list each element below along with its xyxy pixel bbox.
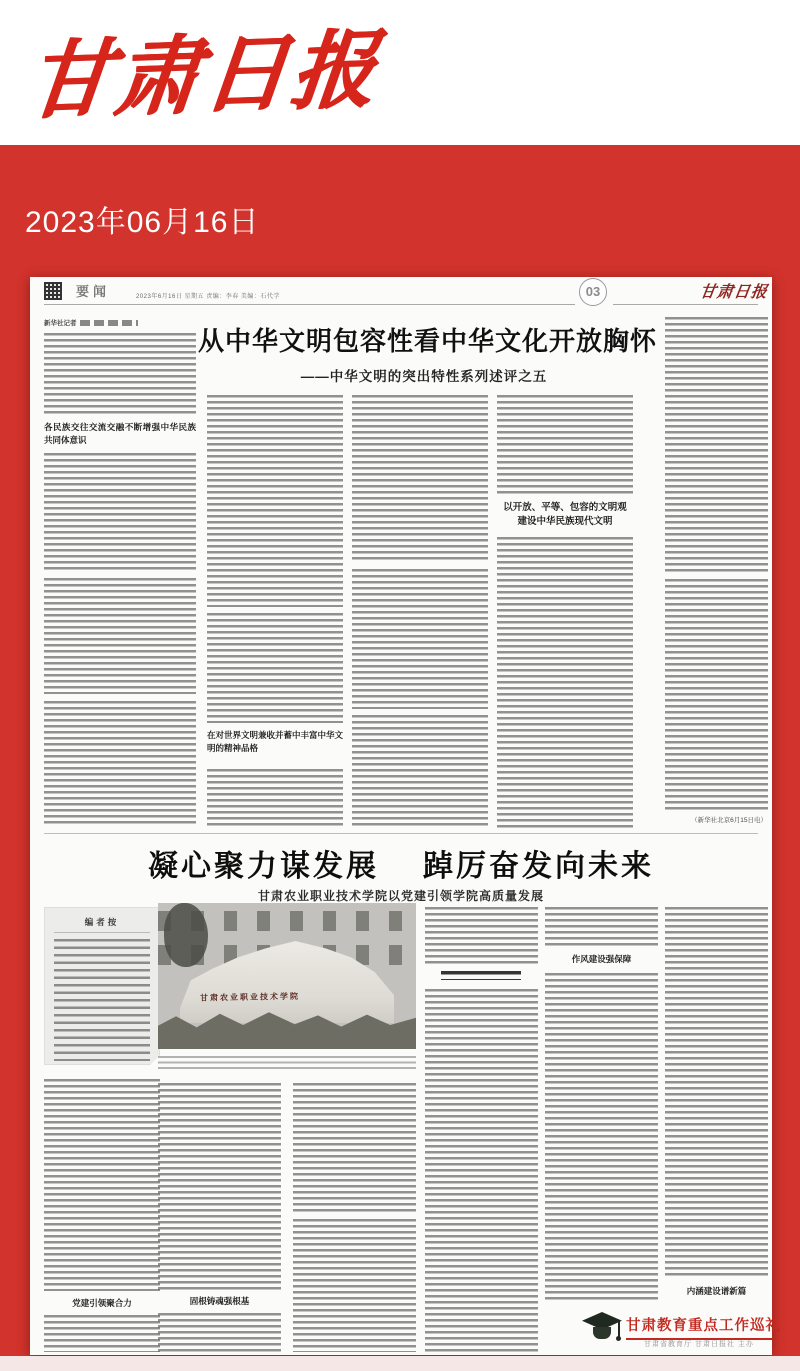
text-block — [293, 1083, 416, 1213]
cap-knot — [616, 1336, 621, 1341]
text-block — [352, 569, 488, 709]
date-heading: 2023年06月16日 — [25, 206, 260, 239]
header-rule-right — [613, 304, 758, 305]
article1-crosshead-3 — [497, 501, 633, 530]
header-rule-left — [44, 304, 575, 305]
crosshead-block — [441, 971, 521, 980]
text-block — [207, 395, 343, 607]
red-background — [0, 145, 800, 1356]
site-masthead — [0, 0, 800, 145]
education-series-badge — [580, 1309, 781, 1353]
text-block — [352, 395, 488, 563]
page-number-badge: 03 — [579, 278, 607, 306]
text-block — [207, 613, 343, 723]
text-block — [545, 907, 658, 949]
article1-headline: 从中华文明包容性看中华文化开放胸怀 — [198, 326, 658, 356]
text-block — [425, 907, 538, 965]
text-block — [665, 579, 768, 811]
editor-note-text — [54, 939, 150, 1061]
text-block — [44, 1079, 160, 1291]
section-label: 要闻 — [76, 284, 111, 299]
text-block — [497, 395, 633, 495]
article2-subtitle: 甘肃农业职业技术学院以党建引领学院高质量发展 — [257, 889, 544, 903]
text-block — [158, 1083, 281, 1291]
text-block — [497, 537, 633, 829]
article1-subtitle: ——中华文明的突出特性系列述评之五 — [300, 369, 548, 384]
tree-shape — [164, 903, 208, 967]
badge-title: 甘肃教育重点工作巡礼 — [626, 1314, 772, 1340]
badge-organizers: 甘肃省教育厅 甘肃日报社 主办 — [644, 1341, 754, 1348]
article1-endnote: （新华社北京6月15日电） — [691, 817, 767, 824]
crosshead-3-line2: 建设中华民族现代文明 — [517, 516, 613, 528]
text-block — [44, 578, 196, 694]
article1-byline — [44, 318, 196, 327]
text-block — [44, 333, 196, 417]
campus-stone-photo — [158, 903, 416, 1049]
cap-tassel — [618, 1321, 620, 1337]
article2-crosshead-soul: 固根铸魂强根基 — [189, 1296, 250, 1306]
text-block — [665, 907, 768, 1279]
qr-code-icon — [44, 282, 62, 300]
editor-note-box — [44, 907, 160, 1065]
masthead-script: 甘肃日报 — [698, 282, 770, 301]
text-block — [44, 453, 196, 571]
byline-label: 新华社记者 — [44, 320, 77, 327]
text-block — [44, 1315, 160, 1352]
text-block — [158, 1313, 281, 1352]
article1-crosshead-2: 在对世界文明兼收并蓄中丰富中华文明的精神品格 — [207, 730, 344, 753]
article2-headline — [30, 841, 772, 885]
byline-names-block — [80, 320, 138, 326]
photo-caption — [158, 1056, 416, 1072]
article-divider — [44, 833, 758, 834]
text-block — [352, 715, 488, 829]
editor-note-title: 编者按 — [54, 916, 150, 933]
article2-crosshead-content: 内涵建设谱新篇 — [686, 1286, 747, 1296]
article1-crosshead-1: 各民族交往交流交融不断增强中华民族共同体意识 — [44, 422, 196, 445]
headline-part2: 踔厉奋发向未来 — [423, 850, 654, 883]
text-block — [545, 973, 658, 1303]
newspaper-page-image[interactable] — [30, 277, 781, 1355]
graduation-cap-icon — [582, 1312, 622, 1350]
text-block — [207, 769, 343, 829]
headline-part1: 凝心聚力谋发展 — [148, 850, 379, 883]
cap-base — [593, 1327, 611, 1339]
stone-inscription: 甘肃农业职业技术学院 — [199, 991, 301, 1003]
text-block — [665, 317, 768, 573]
edition-meta: 2023年6月16日 星期五 责编：李春 美编：石代学 — [136, 294, 280, 300]
text-block — [293, 1219, 416, 1352]
crosshead-3-line1: 以开放、平等、包容的文明观 — [503, 502, 627, 513]
text-block — [425, 989, 538, 1352]
article2-crosshead-style: 作风建设强保障 — [571, 954, 632, 964]
newspaper-logo: 甘肃日报 — [22, 18, 385, 131]
article2-crosshead-party: 党建引领聚合力 — [72, 1298, 132, 1308]
text-block — [44, 701, 196, 827]
page-footer-strip — [0, 1356, 800, 1371]
